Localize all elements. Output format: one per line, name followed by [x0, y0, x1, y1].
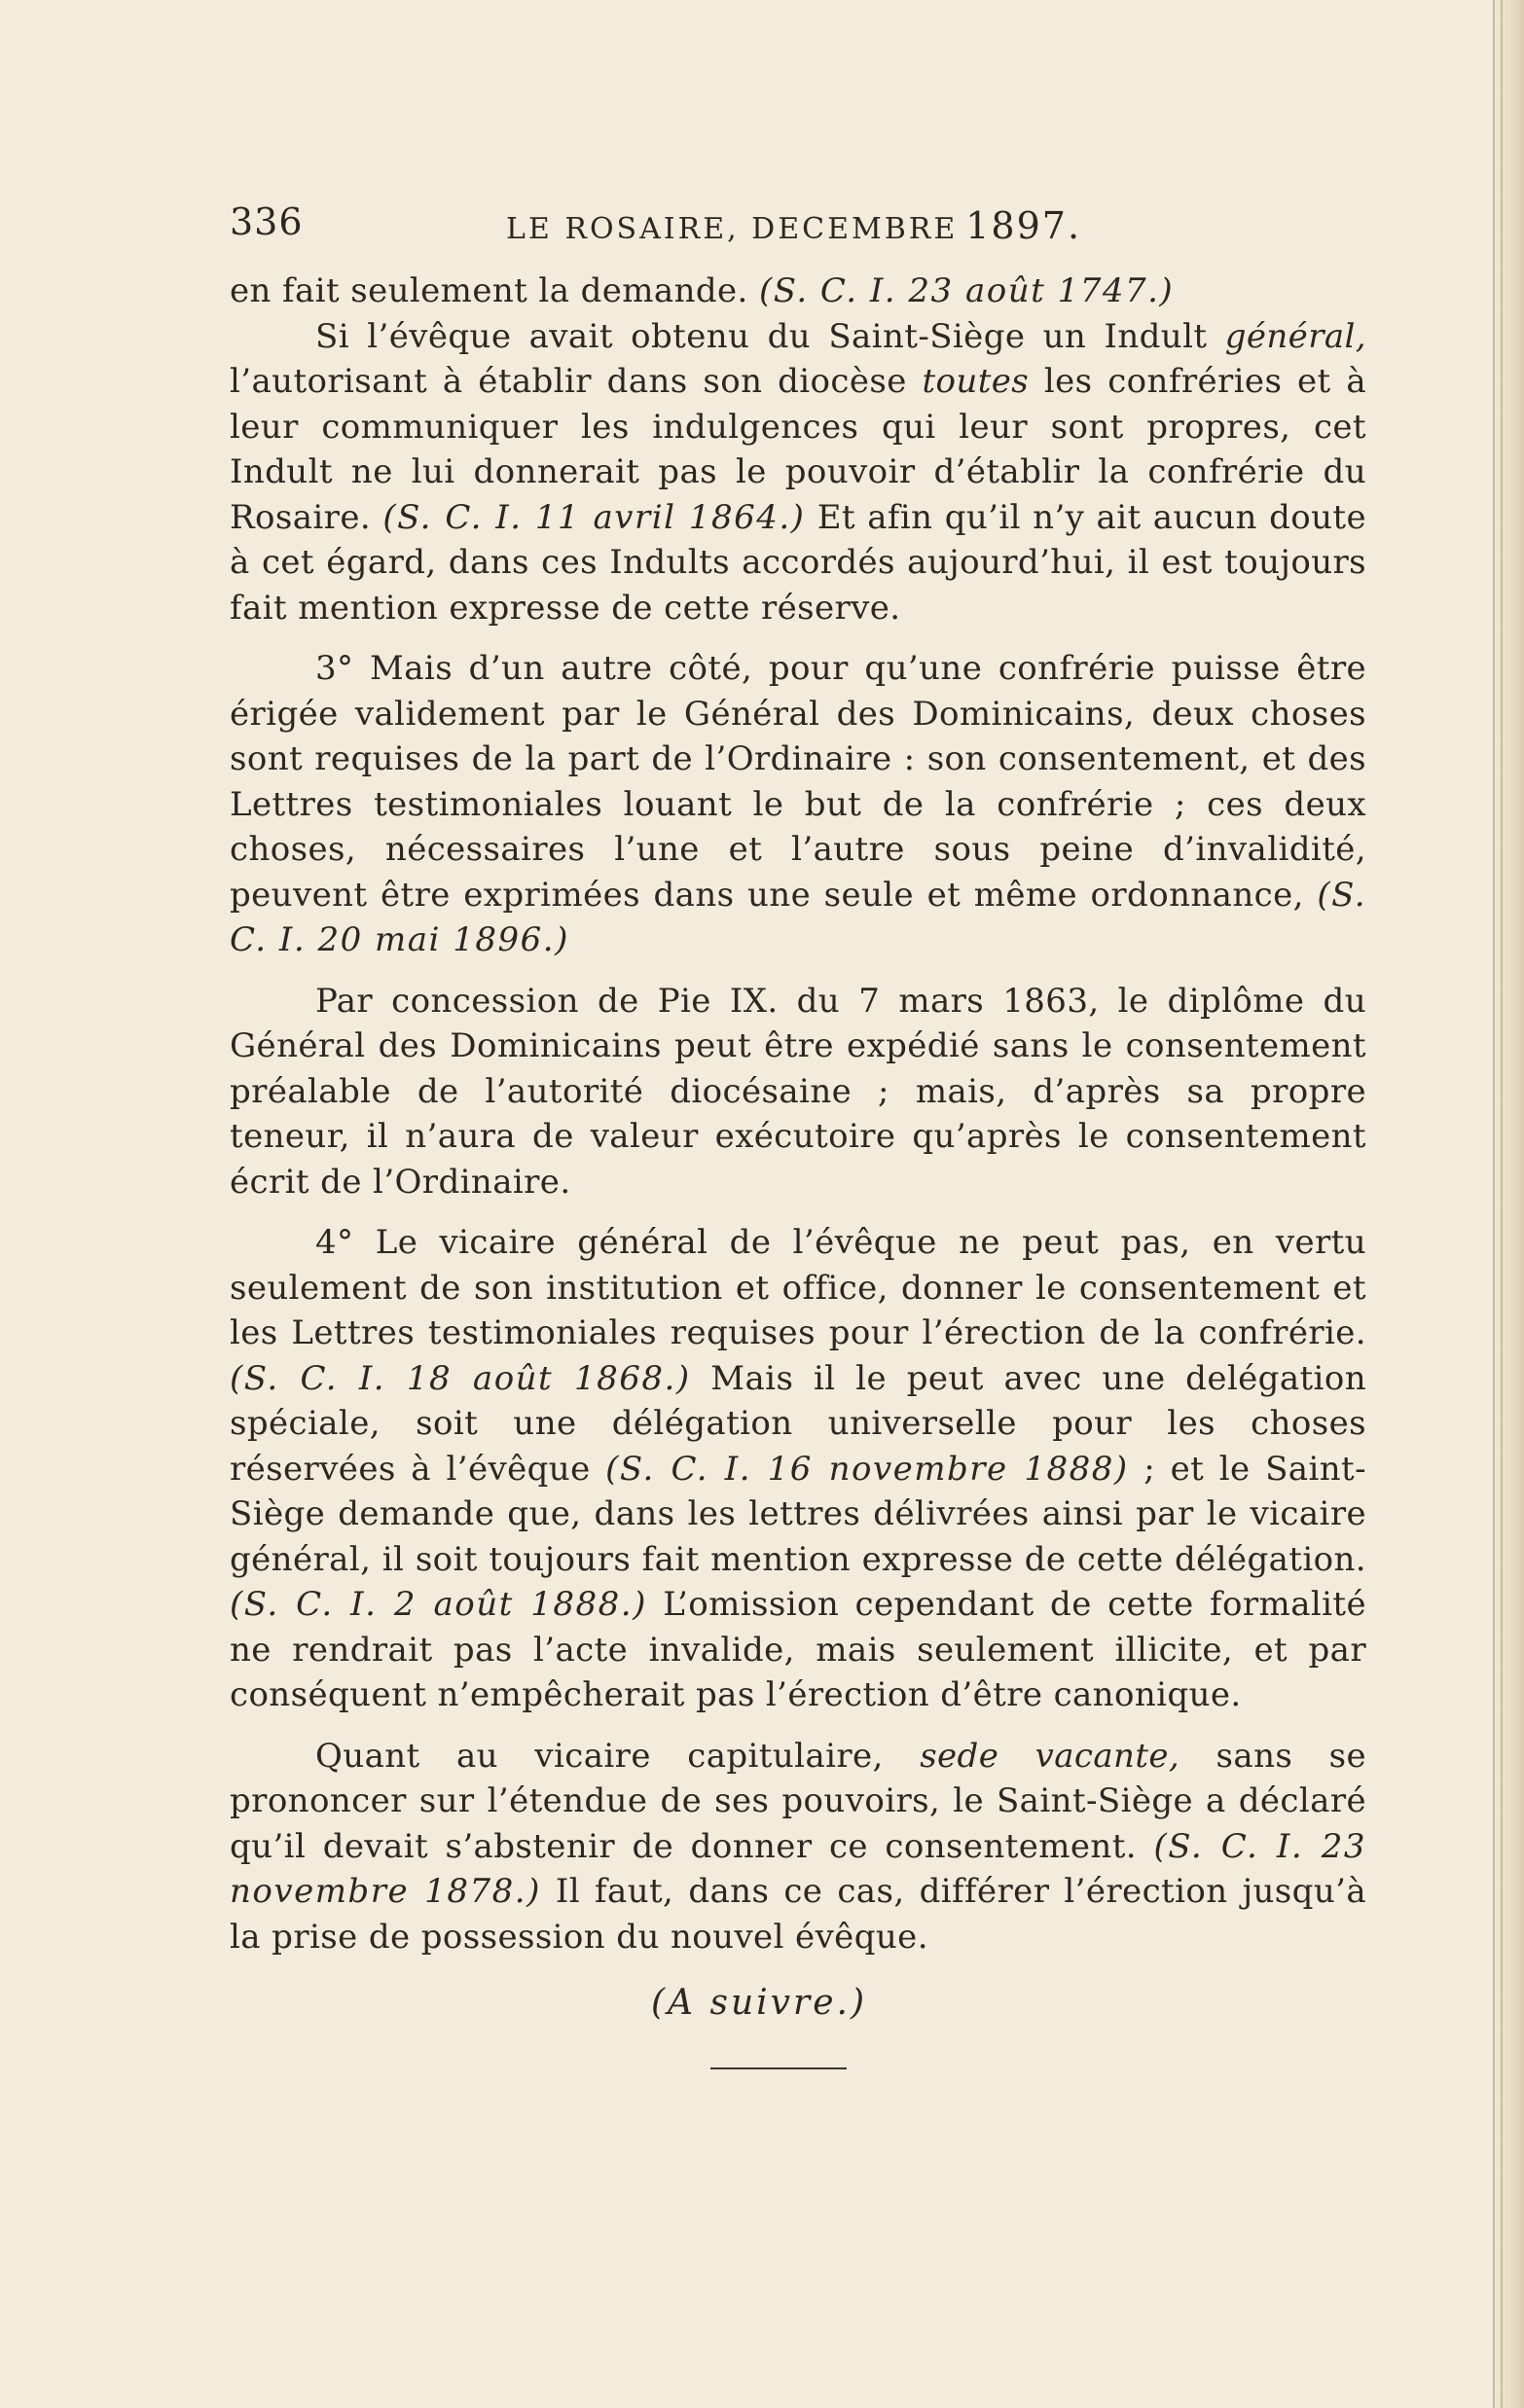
paragraph-3	[230, 646, 1366, 963]
paragraph-2-text-c: les confréries et à leur communiquer les indulgences qui leur sont propres, cet Indult ne lui donnerait pas le pouvoir d’établir la confrérie du Rosaire.	[230, 362, 1366, 537]
citation: (S. C. I. 18 août 1868.)	[230, 1358, 691, 1398]
paragraph-2-text-b: l’autorisant à établir dans son diocèse	[230, 362, 923, 401]
citation: (S. C. I. 23 août 1747.)	[758, 271, 1175, 310]
citation: (S. C. I. 11 avril 1864.)	[382, 497, 806, 537]
end-rule	[710, 2067, 847, 2069]
paragraph-5-text-b: Mais il le peut avec une delégation spéciale, soit une délégation universelle pour les choses réservées à l’évêque	[230, 1358, 1366, 1489]
paragraph-6-text-a: Quant au vicaire capitulaire,	[315, 1736, 921, 1776]
a-suivre: (A suivre.)	[651, 1983, 867, 2023]
paragraph-3-text: 3° Mais d’un autre côté, pour qu’une confrérie puisse être érigée validement par le Général des Dominicains, deux choses sont requises de la part de l’Ordinaire : son consentement, et des Lettres testimoniales louant le but de la confrérie ; ces deux choses, nécessaires l’une et l’autre sous peine d’invalidité, peuvent être exprimées dans une seule et même ordonnance,	[230, 649, 1366, 915]
paragraph-5	[230, 1220, 1366, 1718]
citation: (S. C. I. 20 mai 1896.)	[230, 875, 1366, 959]
italic-sede-vacante: sede vacante,	[920, 1736, 1180, 1776]
paragraph-5-text-a: 4° Le vicaire général de l’évêque ne peut pas, en vertu seulement de son institution et office, donner le consentement et les Lettres testimoniales requises pour l’érection de la confrérie.	[230, 1223, 1366, 1352]
paragraph-2-text-a: Si l’évêque avait obtenu du Saint-Siège un Indult	[315, 316, 1225, 356]
paragraph-5-text-d: L’omission cependant de cette formalité ne rendrait pas l’acte invalide, mais seulement illicite, et par conséquent n’empêcherait pas l’érection d’être canonique.	[230, 1585, 1366, 1714]
running-title-text: LE ROSAIRE, DECEMBRE	[506, 212, 959, 246]
paragraph-4-text: Par concession de Pie IX. du 7 mars 1863, le diplôme du Général des Dominicains peut être expédié sans le consentement préalable de l’autorité diocésaine ; mais, d’après sa propre teneur, il n’aura de valeur exécutoire qu’après le consentement écrit de l’Ordinaire.	[230, 981, 1366, 1202]
citation: (S. C. I. 16 novembre 1888)	[605, 1449, 1129, 1489]
page-edge	[1493, 0, 1524, 2408]
citation: (S. C. I. 23 novembre 1878.)	[230, 1826, 1367, 1911]
text-block	[230, 269, 1366, 2069]
paragraph-2	[230, 314, 1366, 631]
paragraph-2-text-d: Et afin qu’il n’y ait aucun doute à cet égard, dans ces Indults accordés aujourd’hui, il est toujours fait mention expresse de cette réserve.	[230, 497, 1366, 628]
paragraph-6-text-c: Il faut, dans ce cas, différer l’érection jusqu’à la prise de possession du nouvel évêque.	[230, 1872, 1366, 1957]
paragraph-4	[230, 979, 1366, 1205]
paragraph-1	[230, 269, 1366, 314]
paragraph-5-text-c: ; et le Saint-Siège demande que, dans les lettres délivrées ainsi par le vicaire général, il soit toujours fait mention expresse de cette délégation.	[230, 1449, 1366, 1579]
italic-toutes: toutes	[922, 362, 1030, 401]
page-header	[230, 200, 1366, 247]
running-title-year: 1897.	[965, 204, 1082, 247]
paragraph-6-text-b: sans se prononcer sur l’étendue de ses pouvoirs, le Saint-Siège a déclaré qu’il devait s’abstenir de donner ce consentement.	[230, 1736, 1367, 1866]
paragraph-1-text: en fait seulement la demande.	[230, 271, 759, 310]
citation: (S. C. I. 2 août 1888.)	[230, 1585, 647, 1624]
paragraph-6	[230, 1734, 1366, 1960]
page-number: 336	[230, 200, 304, 243]
running-title	[506, 204, 1081, 247]
italic-general: général,	[1224, 316, 1366, 356]
